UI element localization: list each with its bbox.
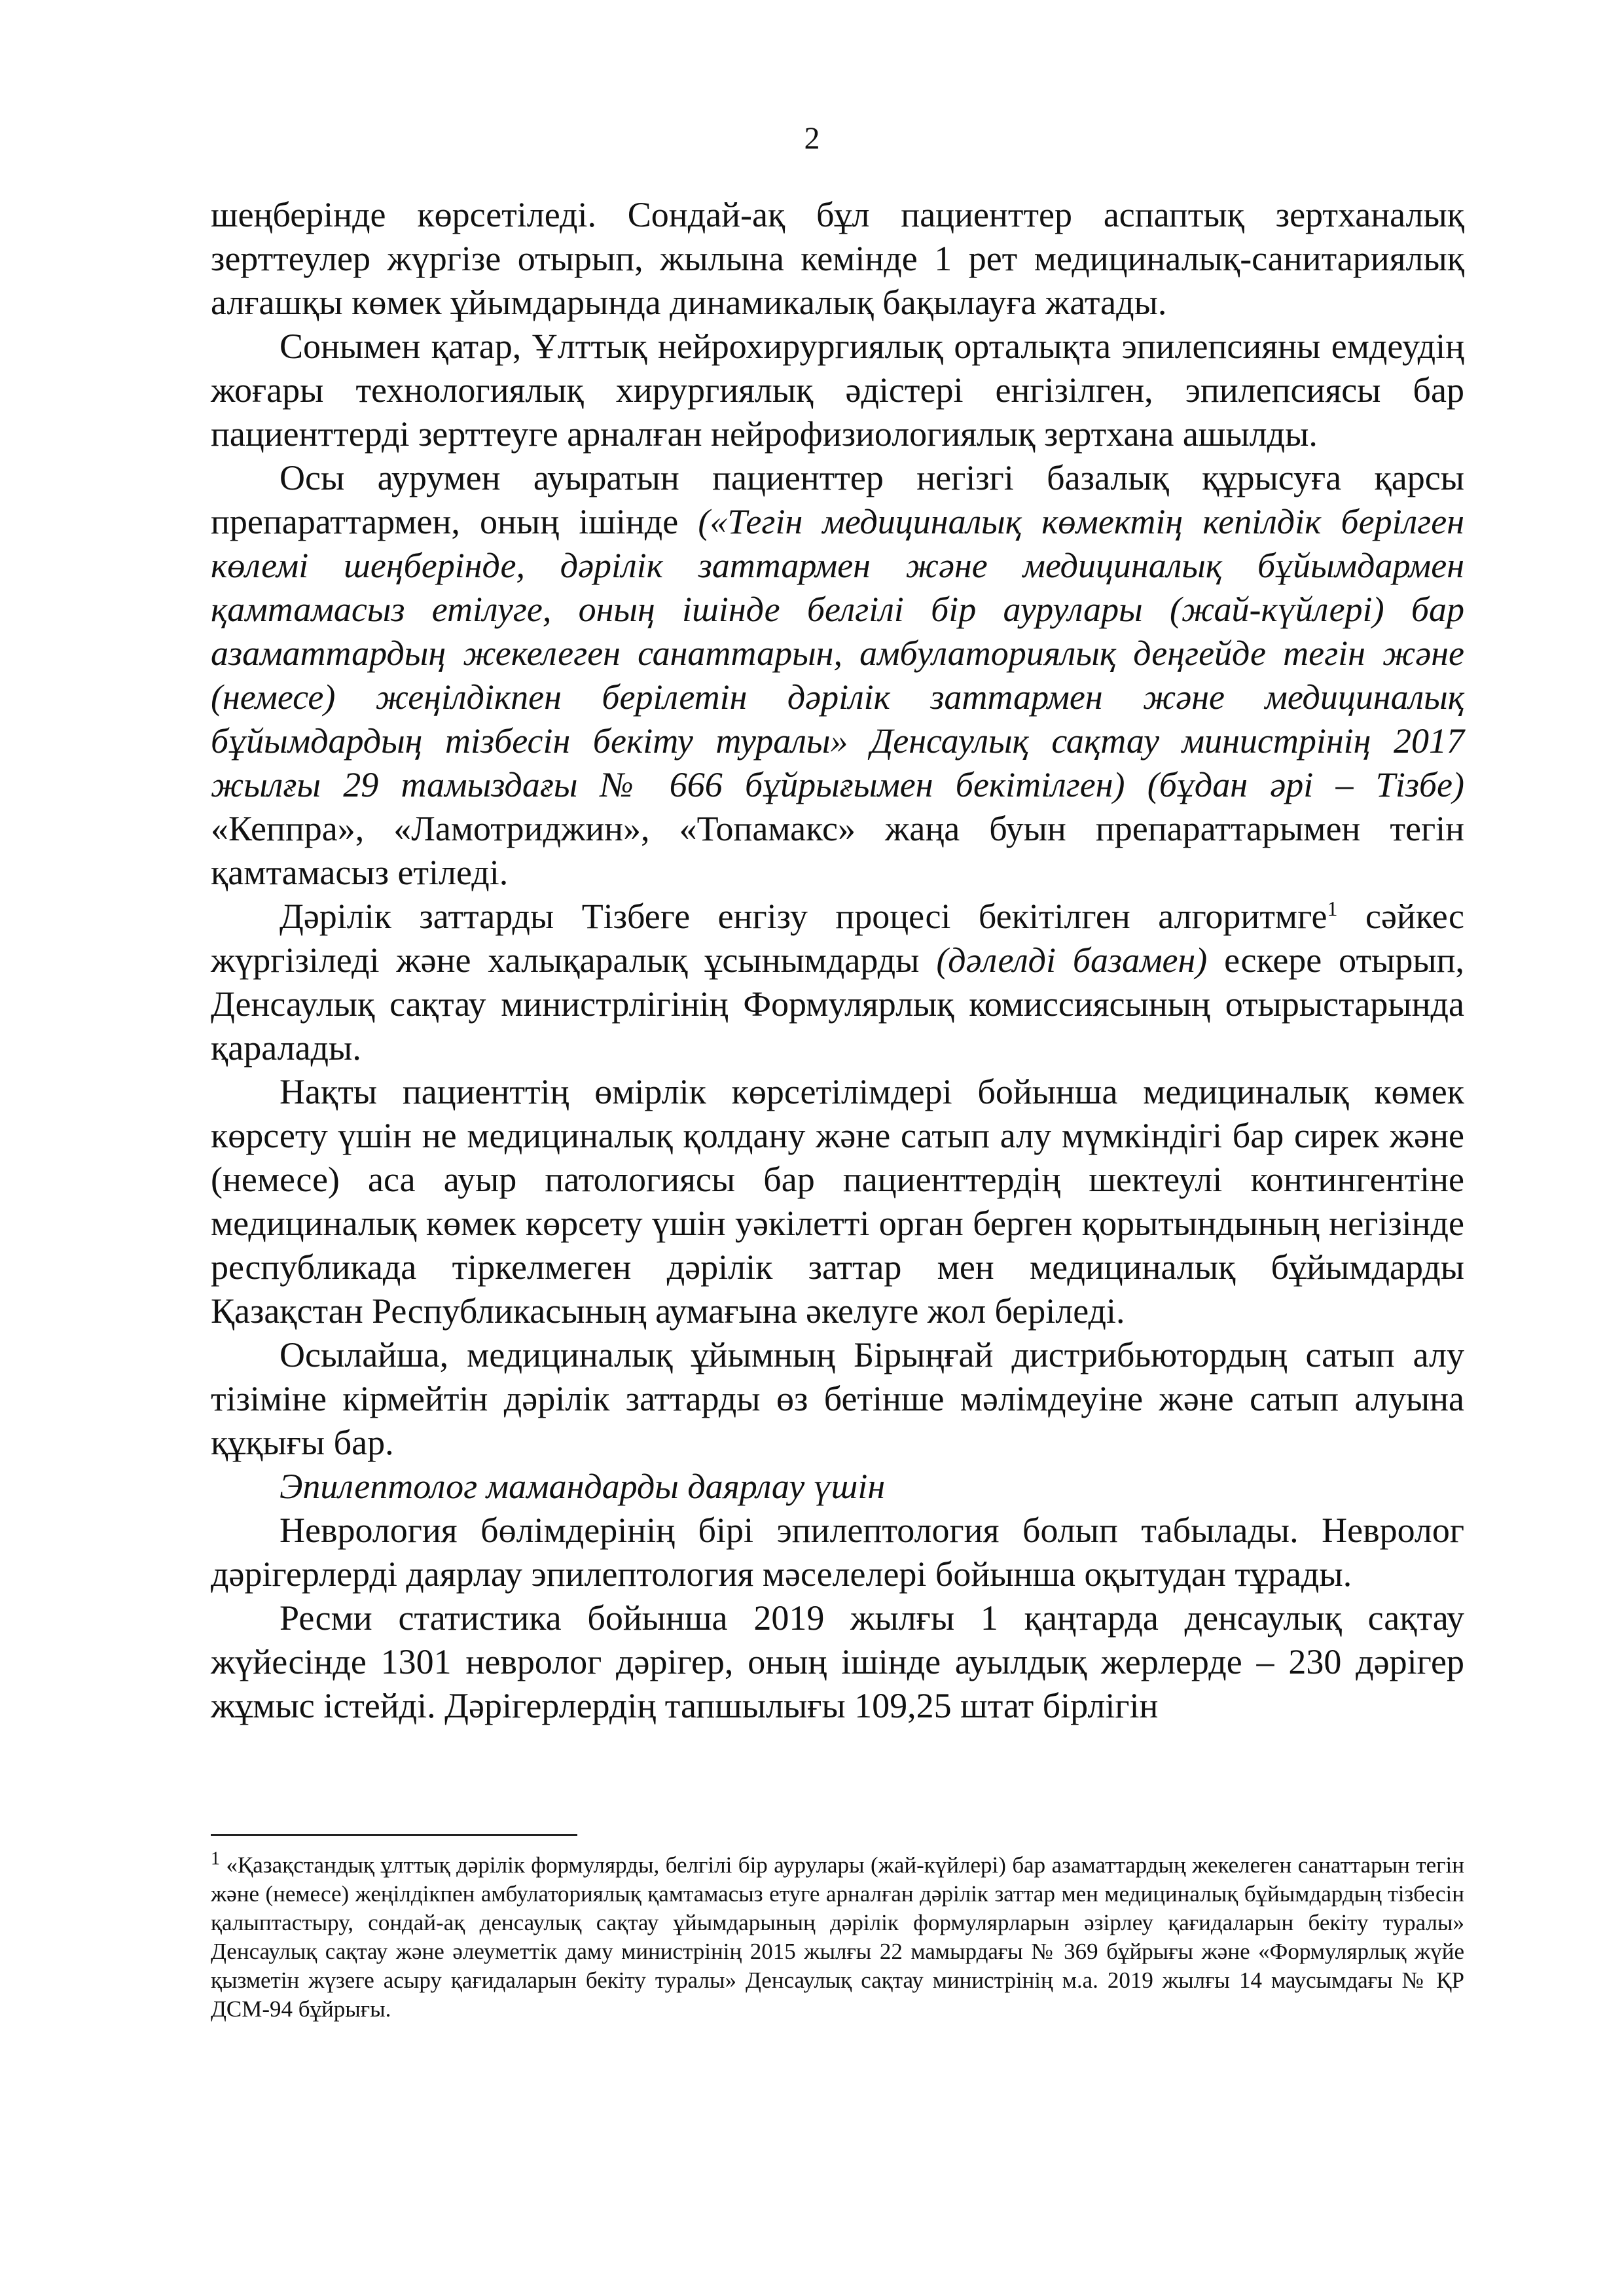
paragraph-text: ескере отырып, Денсаулық сақтау министрлігінің Формулярлық комиссиясының отырыстарында қаралады. (211, 941, 1464, 1067)
page-number: 2 (804, 121, 820, 156)
footnote (211, 1848, 1464, 2024)
italic-phrase: (дәлелді базамен) (936, 941, 1208, 980)
section-heading-text: Эпилептолог мамандарды даярлау үшін (280, 1467, 886, 1506)
paragraph-text: Ресми статистика бойынша 2019 жылғы 1 қаңтарда денсаулық сақтау жүйесінде 1301 невролог дәрігер, оның ішінде ауылдық жерлерде – 230 дәрігер жұмыс істейді. Дәрігерлердің тапшылығы 109,25 штат бірлігін (211, 1598, 1464, 1725)
footnote-separator (211, 1834, 577, 1836)
paragraph (211, 1070, 1464, 1333)
paragraph-text: «Кеппра», «Ламотриджин», «Топамакс» жаңа буын препараттарымен тегін қамтамасыз етіледі. (211, 809, 1464, 892)
paragraph (211, 895, 1464, 1070)
paragraph-text: Дәрілік заттарды Тізбеге енгізу процесі бекітілген алгоритмге (280, 897, 1327, 936)
section-heading (211, 1465, 1464, 1509)
paragraph-text: Неврология бөлімдерінің бірі эпилептология болып табылады. Невролог дәрігерлерді даярлау эпилептология мәселелері бойынша оқытудан тұрады. (211, 1511, 1464, 1594)
footnote-mark: 1 (211, 1848, 220, 1869)
footnote-reference: 1 (1327, 897, 1338, 920)
paragraph (211, 456, 1464, 895)
paragraph (211, 193, 1464, 325)
paragraph (211, 1596, 1464, 1728)
paragraph-text: Нақты пациенттің өмірлік көрсетілімдері бойынша медициналық көмек көрсету үшін не медициналық қолдану және сатып алу мүмкіндігі бар сирек және (немесе) аса ауыр патологиясы бар пациенттердің шектеулі контингентіне медициналық көмек көрсету үшін уәкілетті орган берген қорытындының негізінде республикада тіркелмеген дәрілік заттар мен медициналық бұйымдарды Қазақстан Республикасының аумағына әкелуге жол беріледі. (211, 1072, 1464, 1331)
paragraph (211, 1333, 1464, 1465)
body-text (211, 193, 1464, 1728)
paragraph-text: Сонымен қатар, Ұлттық нейрохирургиялық орталықта эпилепсияны емдеудің жоғары технологиялық хирургиялық әдістері енгізілген, эпилепсиясы бар пациенттерді зерттеуге арналған нейрофизиологиялық зертхана ашылды. (211, 327, 1464, 454)
footnote-text: «Қазақстандық ұлттық дәрілік формулярды, белгілі бір аурулары (жай-күйлері) бар азаматтардың жекелеген санаттарын тегін және (немесе) жеңілдікпен амбулаториялық қамтамасыз етуге арналған дәрілік заттар мен медициналық бұйымдардың тізбесін қалыптастыру, сондай-ақ денсаулық сақтау ұйымдарының дәрілік формулярларын әзірлеу қағидаларын бекіту туралы» Денсаулық сақтау және әлеуметтік даму министрінің 2015 жылғы 22 мамырдағы № 369 бұйрығы және «Формулярлық жүйе қызметін жүзеге асыру қағидаларын бекіту туралы» Денсаулық сақтау министрінің м.а. 2019 жылғы 14 маусымдағы № ҚР ДСМ-94 бұйрығы. (211, 1852, 1464, 2022)
italic-citation: («Тегін медициналық көмектің кепілдік берілген көлемі шеңберінде, дәрілік заттармен және медициналық бұйымдармен қамтамасыз етілуге, оның ішінде белгілі бір аурулары (жай-күйлері) бар азаматтардың жекелеген санаттарын, амбулаториялық деңгейде тегін және (немесе) жеңілдікпен берілетін дәрілік заттармен және медициналық бұйымдардың тізбесін бекіту туралы» Денсаулық сақтау министрінің 2017 жылғы 29 тамыздағы № 666 бұйрығымен бекітілген) (бұдан әрі – Тізбе) (211, 502, 1464, 804)
paragraph-text: сәйкес жүргізіледі және халықаралық ұсынымдарды (211, 897, 1464, 980)
paragraph-text: Осы аурумен ауыратын пациенттер негізгі базалық құрысуға қарсы препараттармен, оның ішінде (211, 458, 1464, 541)
paragraph (211, 325, 1464, 456)
paragraph-text: шеңберінде көрсетіледі. Сондай-ақ бұл пациенттер аспаптық зертханалық зерттеулер жүргізе отырып, жылына кемінде 1 рет медициналық-санитариялық алғашқы көмек ұйымдарында динамикалық бақылауға жатады. (211, 195, 1464, 322)
paragraph (211, 1509, 1464, 1596)
paragraph-text: Осылайша, медициналық ұйымның Бірыңғай дистрибьютордың сатып алу тізіміне кірмейтін дәрілік заттарды өз бетінше мәлімдеуіне және сатып алуына құқығы бар. (211, 1335, 1464, 1462)
